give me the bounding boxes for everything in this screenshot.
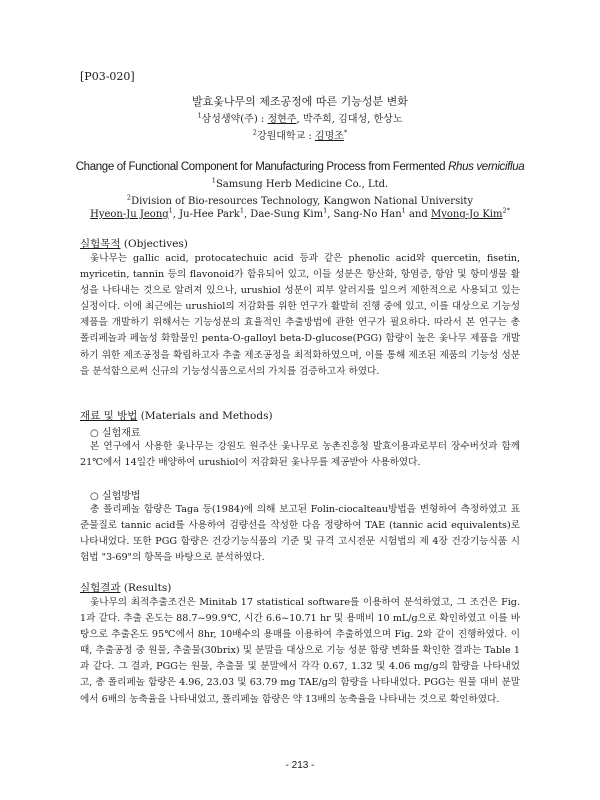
affiliation-text: Division of Bio-resources Technology, Kangwon National University	[131, 196, 474, 207]
results-heading-kr: 실험결과	[80, 582, 121, 594]
methods-paragraph: 총 폴리페놀 함량은 Taga 등(1984)에 의해 보고된 Folin-ciocalteau방법을 변형하여 측정하였고 표준물질로 tannic acid를 사용하여 검량선을 작성한 다음 정량하여 TAE (tannic acid equivalents)로 나타내었다. 또한 PGG 함량은 건강기능식품의 기준 및 규격 고시전문 시험법의 제 4장 건강기능식품 시험법 "3-69"의 항목을 바탕으로 분석하였다.	[80, 504, 520, 564]
methods-heading-en: (Materials and Methods)	[137, 410, 273, 422]
author-2: , Ju-Hee Park	[172, 209, 240, 220]
affiliation-korean	[0, 127, 600, 142]
and-text: and	[405, 209, 431, 220]
affiliation-text: Samsung Herb Medicine Co., Ltd.	[215, 179, 389, 190]
author-5-sup: 2*	[502, 206, 510, 215]
author-1: Hyeon-Ju Jeong	[90, 209, 169, 220]
affiliation-marker: 1	[197, 111, 202, 120]
methods-heading-kr: 재료 및 방법	[80, 410, 138, 422]
results-heading	[80, 580, 171, 595]
author-2-sup: 1	[239, 206, 244, 215]
results-paragraph: 옻나무의 최적추출조건은 Minitab 17 statistical software를 이용하여 분석하였고, 그 조건은 Fig. 1과 같다. 추출 온도는 88.7~99.9℃, 시간 6.6~10.71 hr 및 용매비 10 mL/g으로 확인하였고 이를 바탕으로 추출온도 95℃에서 8hr, 10배수의 용매를 이용하여 추출하였으며 Fig. 2와 같이 진행하였다. 이 때, 추출공정 중 원물, 추출물(30brix) 및 분말을 대상으로 기능 성분 함량 변화를 확인한 결과는 Table 1과 같다. 그 결과, PGG는 원물, 추출물 및 분말에서 각각 0.67, 1.32 및 4.06 mg/g의 함량을 나타내었고, 총 폴리페놀 함량은 4.96, 23.03 및 63.79 mg TAE/g의 함량을 나타내었다. PGG는 원물 대비 분말에서 6배의 농축율을 나타내었고, 폴리페놀 함량은 약 13배의 농축율을 나타내는 것으로 확인하였다.	[80, 597, 520, 705]
affiliation-marker: 2	[126, 193, 132, 202]
title-english	[0, 161, 600, 173]
objectives-heading-kr: 실험목적	[80, 238, 121, 250]
co-authors-korean: , 박주희, 김대성, 한상노	[296, 114, 403, 125]
corresponding-marker: *	[343, 128, 348, 137]
objectives-paragraph: 옻나무는 gallic acid, protocatechuic acid 등과 같은 phenolic acid와 quercetin, fisetin, myricetin, tannin 등의 flavonoid가 함유되어 있고, 이들 성분은 항산화, 항염증, 항암 및 항미생물 활성을 나타내는 것으로 알려져 있으나, urushiol 성분이 피부 알러지를 일으켜 제한적으로 사용되고 있는 실정이다. 이에 최근에는 urushiol의 저감화를 위한 연구가 활발히 진행 중에 있고, 이를 대상으로 기능성제품을 개발하기 위해서는 기능성분의 효율적인 추출방법에 관한 연구가 필요하다. 따라서 본 연구는 총 폴리페놀과 페놀성 화합물인 penta-O-galloyl beta-D-glucose(PGG) 함량이 높은 옻나무 제품을 개발하기 위한 제조공정을 확립하고자 추출 제조공정을 최적화하였으며, 이를 통해 제조된 제품의 기능성 성분을 분석함으로써 신규의 기능성식품으로서의 가치를 검증하고자 하였다.	[80, 253, 520, 377]
affiliation-marker: 1	[211, 176, 216, 185]
affiliation-english-1	[0, 176, 600, 190]
author-4-sup: 1	[401, 206, 406, 215]
affiliation-marker: 2	[252, 128, 257, 137]
abstract-code: [P03-020]	[80, 70, 135, 83]
lead-author-korean: 정현주	[267, 114, 297, 125]
author-4: , Sang-No Han	[327, 209, 402, 220]
objectives-heading-en: (Objectives)	[120, 238, 188, 250]
affiliation-english-2	[0, 193, 600, 207]
title-korean: 발효옻나무의 제조공정에 따른 기능성분 변화	[192, 95, 408, 108]
methods-subheading: ○ 실험방법	[90, 491, 141, 502]
affiliation-name: 삼성생약(주) :	[201, 114, 268, 125]
title-english-species: Rhus verniciflua	[448, 161, 525, 173]
results-heading-en: (Results)	[120, 582, 172, 594]
methods-heading	[80, 408, 273, 423]
page-number: - 213 -	[285, 760, 315, 771]
corresponding-author-korean: 김명조	[314, 131, 344, 142]
author-5: Myong-Jo Kim	[430, 209, 503, 220]
objectives-heading	[80, 236, 188, 251]
authors-korean	[0, 110, 600, 125]
author-3: , Dae-Sung Kim	[243, 209, 324, 220]
authors-english	[0, 206, 600, 220]
materials-paragraph: 본 연구에서 사용한 옻나무는 강원도 원주산 옻나무로 농촌진흥청 발효이용과로부터 장수버섯과 함께 21℃에서 14일간 배양하여 urushiol이 저감화된 옻나무를 제공받아 사용하였다.	[80, 441, 520, 469]
affiliation-name: 강원대학교 :	[256, 131, 315, 142]
author-1-sup: 1	[168, 206, 173, 215]
materials-subheading: ○ 실험재료	[90, 428, 141, 439]
title-english-text: Change of Functional Component for Manufacturing Process from Fermented	[75, 161, 449, 173]
author-3-sup: 1	[323, 206, 328, 215]
